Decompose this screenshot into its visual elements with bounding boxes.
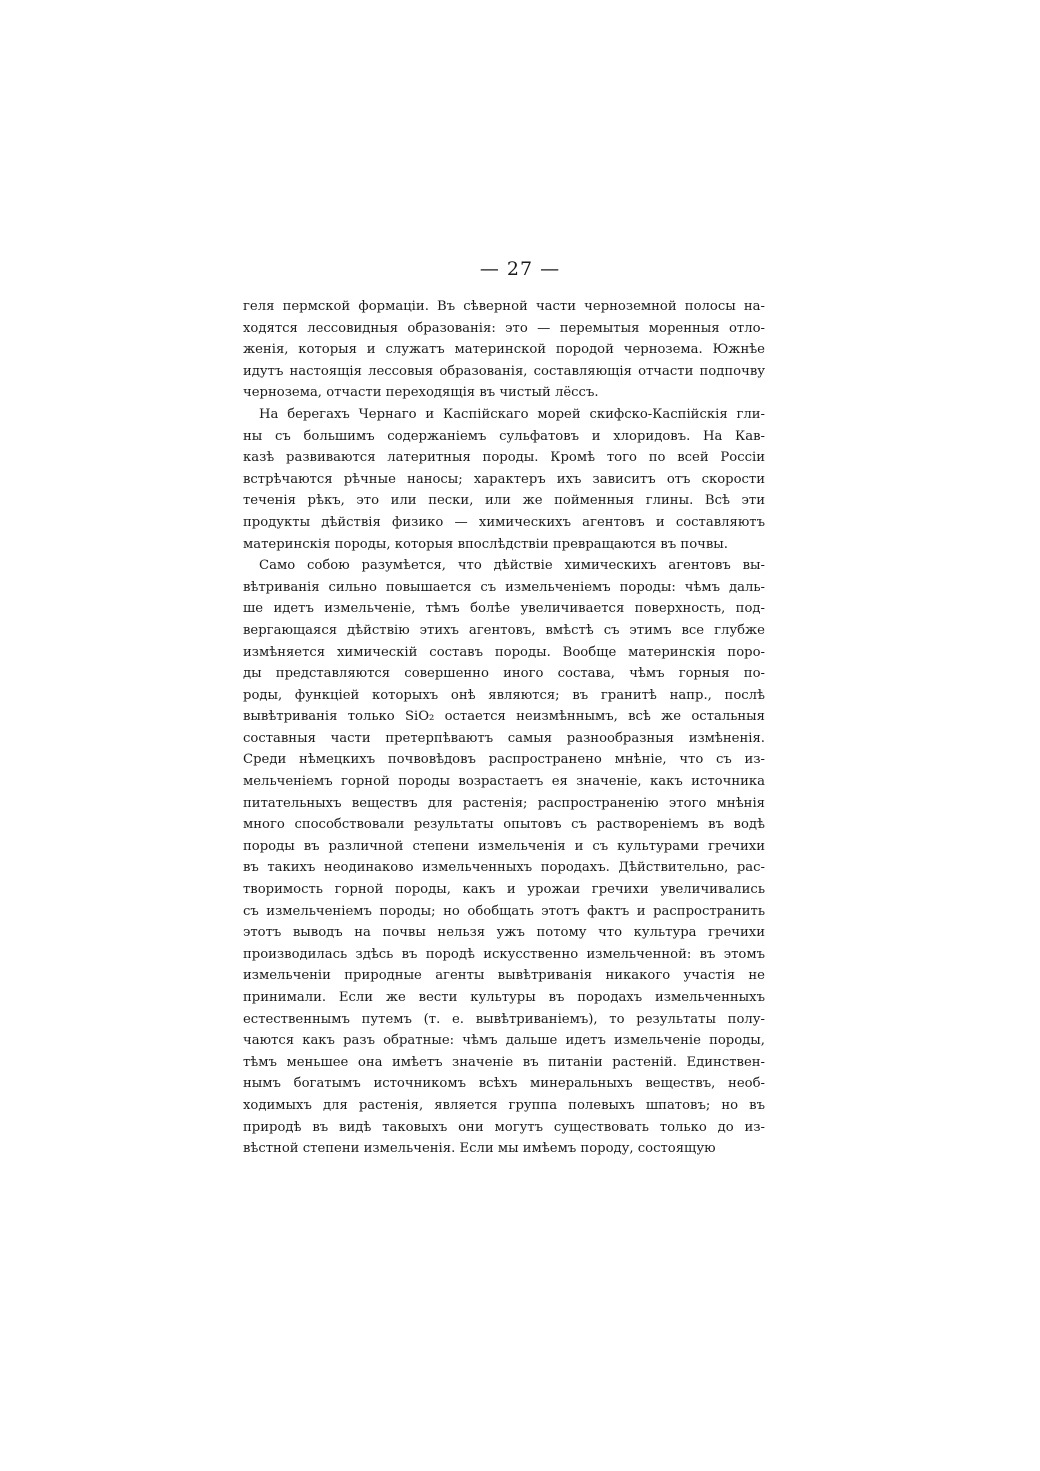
- text-line: мельченіемъ горной породы возрастаетъ ея значеніе, какъ источника: [243, 774, 765, 790]
- text-line: производилась здѣсь въ породѣ искусственно измельченной: въ этомъ: [243, 946, 765, 962]
- text-line: много способствовали результаты опытовъ съ раствореніемъ въ водѣ: [243, 817, 765, 833]
- text-line: ды представляются совершенно иного состава, чѣмъ горныя по-: [243, 666, 765, 682]
- text-line: женія, которыя и служатъ материнской породой чернозема. Южнѣе: [243, 342, 765, 358]
- text-line: измѣняется химическій составъ породы. Вообще материнскія поро-: [243, 644, 765, 660]
- paragraph: [243, 555, 765, 1160]
- text-line: природѣ въ видѣ таковыхъ они могутъ существовать только до из-: [243, 1119, 765, 1135]
- text-line: вѣтриванія сильно повышается съ измельченіемъ породы: чѣмъ даль-: [243, 579, 765, 595]
- text-line: этотъ выводъ на почвы нельзя ужъ потому что культура гречихи: [243, 925, 765, 941]
- text-line: продукты дѣйствія физико — химическихъ агентовъ и составляютъ: [243, 514, 765, 530]
- text-line: ходятся лессовидныя образованія: это — перемытыя моренныя отло-: [243, 320, 765, 336]
- text-line: естественнымъ путемъ (т. е. вывѣтриваніемъ), то результаты полу-: [243, 1011, 765, 1027]
- text-line: вывѣтриванія только SiO₂ остается неизмѣннымъ, всѣ же остальныя: [243, 709, 765, 725]
- text-line: казѣ развиваются латеритныя породы. Кромѣ того по всей Россіи: [243, 450, 765, 466]
- text-line: тѣмъ меньшее она имѣетъ значеніе въ питаніи растеній. Единствен-: [243, 1054, 765, 1070]
- text-line: нымъ богатымъ источникомъ всѣхъ минеральныхъ веществъ, необ-: [243, 1076, 765, 1092]
- text-line: Само собою разумѣется, что дѣйствіе химическихъ агентовъ вы-: [259, 558, 765, 574]
- paragraph: [243, 404, 765, 555]
- text-line: роды, функціей которыхъ онѣ являются; въ гранитѣ напр., послѣ: [243, 687, 765, 703]
- text-line: ше идетъ измельченіе, тѣмъ болѣе увеличивается поверхность, под-: [243, 601, 765, 617]
- text-line: породы въ различной степени измельченія и съ культурами гречихи: [243, 838, 765, 854]
- text-line: измельченіи природные агенты вывѣтриванія никакого участія не: [243, 968, 765, 984]
- text-line: ходимыхъ для растенія, является группа полевыхъ шпатовъ; но въ: [243, 1097, 765, 1113]
- text-line: теченія рѣкъ, это или пески, или же пойменныя глины. Всѣ эти: [243, 493, 765, 509]
- text-line: питательныхъ веществъ для растенія; распространенію этого мнѣнія: [243, 795, 765, 811]
- text-line: принимали. Если же вести культуры въ породахъ измельченныхъ: [243, 990, 765, 1005]
- text-line: чаются какъ разъ обратные: чѣмъ дальше идетъ измельченіе породы,: [243, 1033, 765, 1049]
- text-line: вѣстной степени измельченія. Если мы имѣемъ породу, состоящую: [243, 1141, 716, 1157]
- paragraph: [243, 296, 765, 404]
- text-line: въ такихъ неодинаково измельченныхъ породахъ. Дѣйствительно, рас-: [243, 860, 765, 876]
- text-line: материнскія породы, которыя впослѣдствіи превращаются въ почвы.: [243, 536, 728, 552]
- text-line: встрѣчаются рѣчные наносы; характеръ ихъ зависитъ отъ скорости: [243, 471, 765, 487]
- text-line: съ измельченіемъ породы; но обобщать этотъ фактъ и распространить: [243, 903, 765, 919]
- body-text: [243, 296, 765, 1160]
- text-line: ны съ большимъ содержаніемъ сульфатовъ и хлоридовъ. На Кав-: [243, 428, 765, 444]
- text-line: геля пермской формаціи. Въ сѣверной части черноземной полосы на-: [243, 299, 765, 314]
- page-number: — 27 —: [479, 258, 561, 280]
- text-line: Среди нѣмецкихъ почвовѣдовъ распространено мнѣніе, что съ из-: [243, 752, 765, 768]
- text-line: На берегахъ Чернаго и Каспійскаго морей скифско-Каспійскія гли-: [259, 406, 765, 422]
- text-line: составныя части претерпѣваютъ самыя разнообразныя измѣненія.: [243, 730, 765, 746]
- text-line: вергающаяся дѣйствію этихъ агентовъ, вмѣстѣ съ этимъ все глубже: [243, 622, 765, 638]
- text-line: чернозема, отчасти переходящія въ чистый лёссъ.: [243, 385, 599, 401]
- text-line: творимость горной породы, какъ и урожаи гречихи увеличивались: [243, 882, 765, 898]
- text-line: идутъ настоящія лессовыя образованія, составляющія отчасти подпочву: [243, 363, 765, 379]
